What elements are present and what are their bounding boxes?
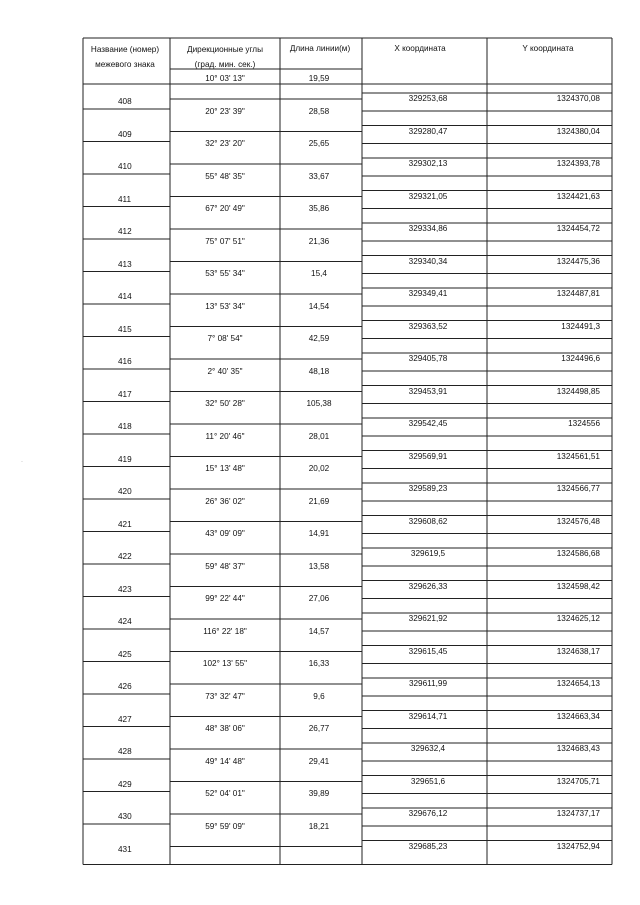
mark-number: 430 (118, 812, 132, 821)
line-length: 42,59 (308, 334, 330, 343)
header-angles-line2: (град. мин. сек.) (194, 60, 256, 69)
x-coordinate: 329632,4 (410, 744, 446, 753)
x-coordinate: 329589,23 (408, 484, 448, 493)
y-coordinate: 1324683,43 (556, 744, 600, 753)
line-length: 16,33 (308, 659, 330, 668)
direction-angle: 75° 07' 51" (205, 236, 245, 246)
direction-angle: 11° 20' 46" (205, 431, 245, 441)
y-coordinate: 1324496,6 (561, 354, 600, 363)
y-coordinate: 1324380,04 (556, 126, 600, 136)
x-coordinate: 329405,78 (408, 354, 448, 363)
direction-angle: 99° 22' 44" (205, 594, 245, 603)
line-length: 9,6 (313, 691, 325, 701)
x-coordinate: 329685,23 (408, 841, 448, 851)
direction-angle: 32° 50' 28" (205, 399, 245, 408)
y-coordinate: 1324566,77 (556, 484, 600, 493)
x-coordinate: 329253,68 (408, 94, 448, 103)
y-coordinate: 1324561,51 (556, 451, 600, 461)
mark-number: 412 (118, 227, 132, 236)
line-length: 29,41 (308, 756, 330, 766)
line-length: 27,06 (308, 594, 330, 603)
direction-angle: 10° 03' 13" (205, 74, 245, 83)
line-length: 48,18 (308, 366, 330, 376)
y-coordinate: 1324370,08 (556, 94, 600, 103)
margin-mark: · (21, 459, 23, 465)
x-coordinate: 329626,33 (408, 581, 448, 591)
line-length: 15,4 (311, 269, 327, 278)
mark-number: 426 (118, 682, 132, 691)
line-length: 20,02 (308, 464, 330, 473)
direction-angle: 73° 32' 47" (205, 691, 245, 701)
line-length: 26,77 (308, 724, 330, 733)
direction-angle: 49° 14' 48" (205, 756, 245, 766)
direction-angle: 67° 20' 49" (205, 204, 245, 213)
y-coordinate: 1324421,63 (556, 191, 600, 201)
x-coordinate: 329614,71 (408, 711, 448, 721)
line-length: 105,38 (306, 399, 332, 408)
y-coordinate: 1324393,78 (556, 159, 600, 168)
line-length: 14,54 (308, 301, 330, 311)
x-coordinate: 329321,05 (408, 191, 448, 201)
mark-number: 413 (118, 259, 132, 269)
line-length: 13,58 (308, 561, 330, 571)
x-coordinate: 329651,6 (410, 776, 446, 786)
line-length: 39,89 (308, 789, 330, 798)
direction-angle: 59° 59' 09" (205, 821, 245, 831)
direction-angle: 26° 36' 02" (205, 496, 245, 506)
mark-number: 425 (118, 649, 132, 659)
y-coordinate: 1324586,68 (556, 549, 600, 558)
mark-number: 411 (118, 194, 132, 204)
line-length: 18,21 (308, 821, 330, 831)
mark-number: 420 (118, 487, 132, 496)
y-coordinate: 1324498,85 (556, 386, 600, 396)
mark-number: 410 (118, 162, 132, 171)
x-coordinate: 329340,34 (408, 256, 448, 266)
line-length: 25,65 (308, 139, 330, 148)
mark-number: 424 (118, 617, 132, 626)
mark-number: 414 (118, 292, 132, 301)
mark-number: 417 (118, 389, 132, 399)
y-coordinate: 1324663,34 (556, 711, 600, 721)
y-coordinate: 1324705,71 (556, 776, 600, 786)
direction-angle: 2° 40' 35" (207, 366, 243, 376)
line-length: 35,86 (308, 204, 330, 213)
direction-angle: 48° 38' 06" (205, 724, 245, 733)
y-coordinate: 1324576,48 (556, 516, 600, 526)
direction-angle: 59° 48' 37" (205, 561, 245, 571)
y-coordinate: 1324654,13 (556, 679, 600, 688)
x-coordinate: 329302,13 (408, 159, 448, 168)
x-coordinate: 329611,99 (408, 679, 448, 688)
line-length: 21,69 (308, 496, 330, 506)
line-length: 28,01 (308, 431, 330, 441)
header-mark-name-line2: межевого знака (95, 60, 155, 69)
line-length: 14,91 (308, 529, 330, 538)
y-coordinate: 1324556 (568, 419, 600, 428)
x-coordinate: 329569,91 (408, 451, 448, 461)
direction-angle: 53° 55' 34" (205, 269, 245, 278)
header-angles-line1: Дирекционные углы (187, 45, 263, 54)
mark-number: 421 (118, 519, 132, 529)
mark-number: 429 (118, 779, 132, 789)
x-coordinate: 329619,5 (410, 549, 446, 558)
direction-angle: 20° 23' 39" (205, 106, 245, 116)
x-coordinate: 329349,41 (408, 289, 448, 298)
line-length: 28,58 (308, 106, 330, 116)
x-coordinate: 329363,52 (408, 321, 448, 331)
y-coordinate: 1324487,81 (556, 289, 600, 298)
mark-number: 431 (118, 844, 132, 854)
x-coordinate: 329621,92 (408, 614, 448, 623)
direction-angle: 7° 08' 54" (207, 334, 243, 343)
y-coordinate: 1324737,17 (556, 809, 600, 818)
line-length: 33,67 (308, 171, 330, 181)
y-coordinate: 1324475,36 (556, 256, 600, 266)
direction-angle: 116° 22' 18" (203, 626, 247, 636)
direction-angle: 43° 09' 09" (205, 529, 245, 538)
line-length: 21,36 (308, 236, 330, 246)
x-coordinate: 329453,91 (408, 386, 448, 396)
header-length: Длина линии(м) (289, 44, 351, 53)
mark-number: 418 (118, 422, 132, 431)
y-coordinate: 1324454,72 (556, 224, 600, 233)
header-y: Y координата (522, 44, 574, 53)
x-coordinate: 329608,62 (408, 516, 448, 526)
y-coordinate: 1324625,12 (556, 614, 600, 623)
direction-angle: 32° 23' 20" (205, 139, 245, 148)
direction-angle: 13° 53' 34" (205, 301, 245, 311)
y-coordinate: 1324491,3 (561, 321, 600, 331)
direction-angle: 52° 04' 01" (205, 789, 245, 798)
mark-number: 422 (118, 552, 132, 561)
mark-number: 409 (118, 129, 132, 139)
mark-number: 415 (118, 324, 132, 334)
x-coordinate: 329542,45 (408, 419, 448, 428)
direction-angle: 15° 13' 48" (205, 464, 245, 473)
y-coordinate: 1324638,17 (556, 646, 600, 656)
mark-number: 427 (118, 714, 132, 724)
mark-number: 408 (118, 97, 132, 106)
x-coordinate: 329334,86 (408, 224, 448, 233)
header-x: X координата (394, 44, 446, 53)
direction-angle: 55° 48' 35" (205, 171, 245, 181)
mark-number: 419 (118, 454, 132, 464)
x-coordinate: 329615,45 (408, 646, 448, 656)
mark-number: 428 (118, 747, 132, 756)
x-coordinate: 329280,47 (408, 126, 448, 136)
mark-number: 423 (118, 584, 132, 594)
x-coordinate: 329676,12 (408, 809, 448, 818)
line-length: 19,59 (308, 74, 330, 83)
mark-number: 416 (118, 357, 132, 366)
y-coordinate: 1324598,42 (556, 581, 600, 591)
direction-angle: 102° 13' 55" (202, 659, 248, 668)
y-coordinate: 1324752,94 (556, 841, 600, 851)
header-mark-name-line1: Название (номер) (90, 45, 160, 54)
line-length: 14,57 (308, 626, 330, 636)
